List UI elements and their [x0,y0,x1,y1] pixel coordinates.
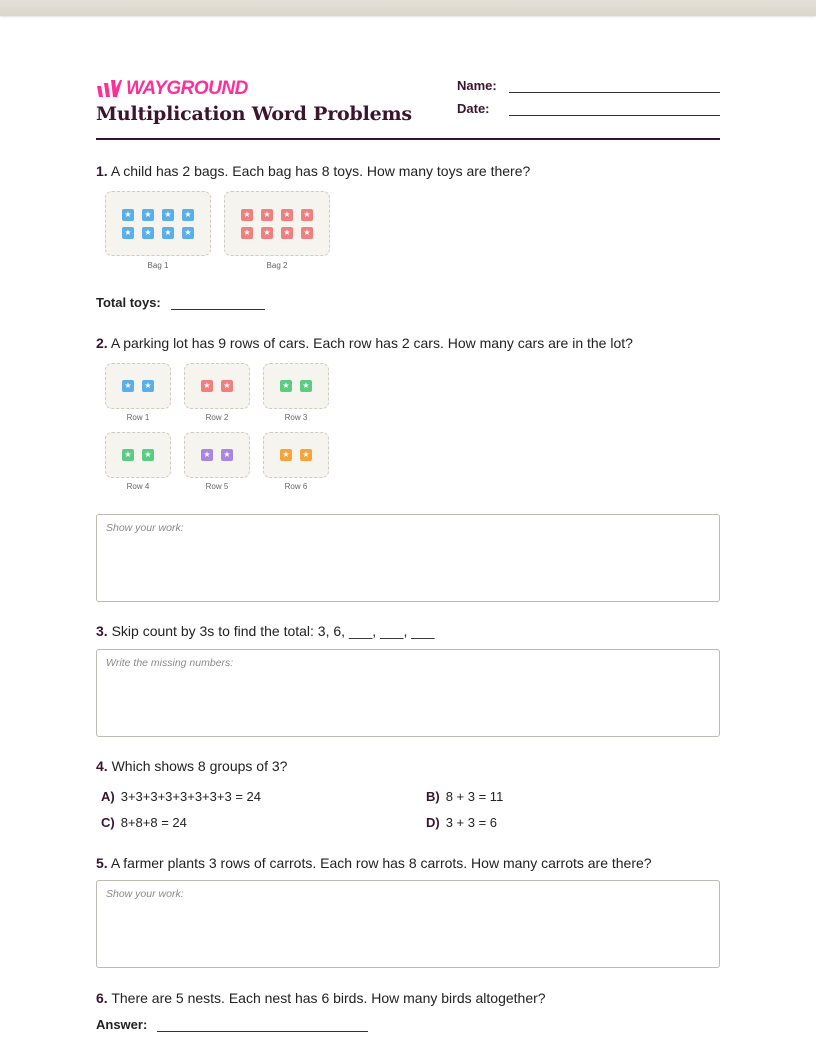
star-icon: ★ [162,227,174,239]
row-2-group [184,363,250,409]
star-icon: ★ [280,380,292,392]
total-toys-line[interactable] [171,297,265,310]
question-text: A child has 2 bags. Each bag has 8 toys. How many toys are there? [110,163,531,179]
star-icon: ★ [201,380,213,392]
star-icon: ★ [281,227,293,239]
work-placeholder: Show your work: [106,522,184,534]
option-text: 3 + 3 = 6 [445,815,498,830]
row-1-group [105,363,171,409]
work-placeholder: Write the missing numbers: [106,657,234,669]
name-label: Name: [457,78,497,93]
question-number: 1. [96,163,108,179]
question-3 [96,623,435,639]
header-rule [96,138,720,140]
star-icon: ★ [201,449,213,461]
work-placeholder: Show your work: [106,888,184,900]
name-field[interactable] [457,78,720,93]
star-icon: ★ [142,449,154,461]
question-4 [96,758,287,774]
question-text: Skip count by 3s to find the total: 3, 6, ___, ___, ___ [111,623,435,639]
total-toys-field[interactable] [96,295,265,310]
row-3-caption: Row 3 [284,413,308,422]
logo-mark-icon [96,80,122,98]
question-2 [96,335,633,351]
row-4-group [105,432,171,478]
question-1 [96,163,530,179]
date-field[interactable] [457,101,720,116]
top-bar [0,0,816,16]
star-icon: ★ [241,209,253,221]
star-icon: ★ [241,227,253,239]
question-5 [96,855,652,871]
question-text: A farmer plants 3 rows of carrots. Each row has 8 carrots. How many carrots are there? [110,855,652,871]
option-text: 8+8+8 = 24 [120,815,187,830]
row-3-group [263,363,329,409]
row-6-group [263,432,329,478]
star-icon: ★ [301,227,313,239]
star-icon: ★ [182,209,194,221]
star-icon: ★ [162,209,174,221]
row-5-caption: Row 5 [205,482,229,491]
question-text: Which shows 8 groups of 3? [111,758,288,774]
option-c[interactable] [96,815,187,830]
question-text: There are 5 nests. Each nest has 6 birds. How many birds altogether? [111,990,546,1006]
row-4-caption: Row 4 [126,482,150,491]
row-2-caption: Row 2 [205,413,229,422]
star-icon: ★ [221,449,233,461]
option-text: 3+3+3+3+3+3+3+3 = 24 [120,789,261,804]
row-6-caption: Row 6 [284,482,308,491]
question-number: 3. [96,623,108,639]
name-line[interactable] [509,80,720,93]
bag-1-caption: Bag 1 [147,261,169,270]
question-number: 6. [96,990,108,1006]
bag-1-group [105,191,211,256]
star-icon: ★ [182,227,194,239]
question-number: 5. [96,855,108,871]
page-title: Multiplication Word Problems [96,103,412,125]
star-icon: ★ [221,380,233,392]
question-6 [96,990,546,1006]
star-icon: ★ [142,380,154,392]
row-1-caption: Row 1 [126,413,150,422]
work-box-q5[interactable] [96,880,720,968]
work-box-q3[interactable] [96,649,720,737]
star-icon: ★ [142,209,154,221]
option-text: 8 + 3 = 11 [445,789,504,804]
option-letter: D) [426,815,440,830]
bag-2-group [224,191,330,256]
answer-line[interactable] [157,1019,368,1032]
date-label: Date: [457,101,490,116]
star-icon: ★ [142,227,154,239]
answer-label: Answer: [96,1017,148,1032]
star-icon: ★ [300,380,312,392]
star-icon: ★ [122,380,134,392]
bag-2-caption: Bag 2 [266,261,288,270]
star-icon: ★ [261,227,273,239]
brand-logo [96,78,248,100]
row-5-group [184,432,250,478]
question-number: 2. [96,335,108,351]
star-icon: ★ [280,449,292,461]
star-icon: ★ [122,209,134,221]
star-icon: ★ [300,449,312,461]
question-text: A parking lot has 9 rows of cars. Each row has 2 cars. How many cars are in the lot? [110,335,633,351]
answer-field[interactable] [96,1017,368,1032]
date-line[interactable] [509,103,720,116]
question-number: 4. [96,758,108,774]
option-d[interactable] [421,815,497,830]
total-toys-label: Total toys: [96,295,161,310]
star-icon: ★ [122,227,134,239]
work-box-q2[interactable] [96,514,720,602]
option-letter: A) [101,789,115,804]
option-letter: C) [101,815,115,830]
star-icon: ★ [281,209,293,221]
star-icon: ★ [122,449,134,461]
option-b[interactable] [421,789,503,804]
logo-text: WAYGROUND [126,78,248,99]
option-a[interactable] [96,789,261,804]
star-icon: ★ [261,209,273,221]
option-letter: B) [426,789,440,804]
star-icon: ★ [301,209,313,221]
